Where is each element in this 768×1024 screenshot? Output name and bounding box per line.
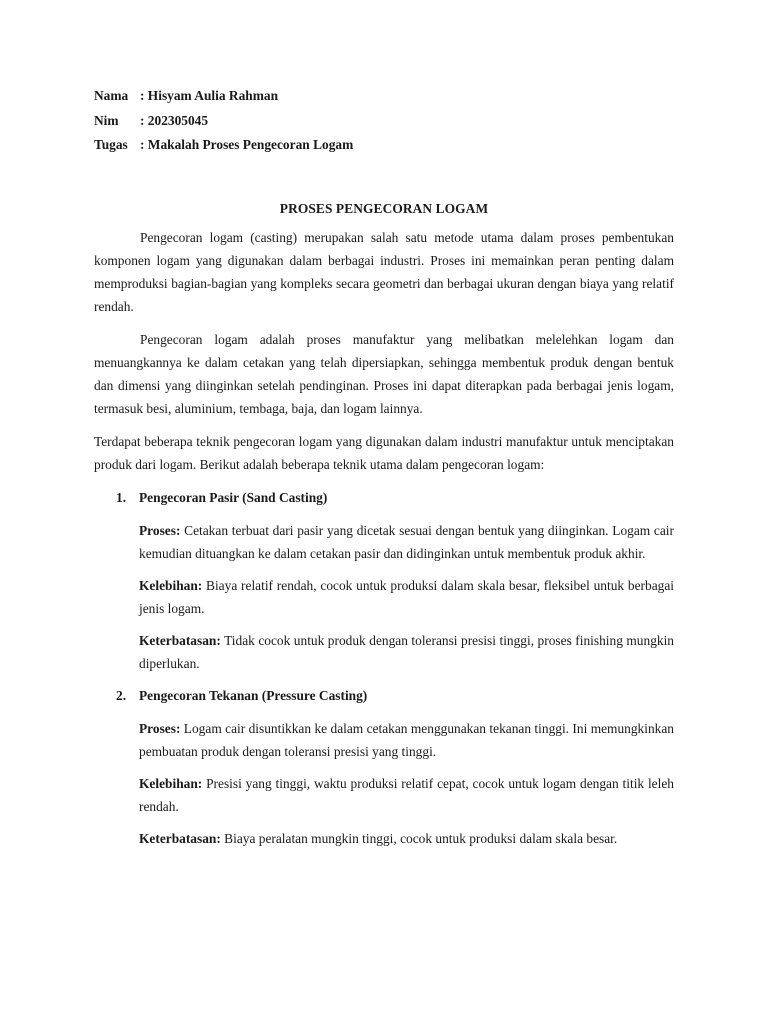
technique-heading xyxy=(94,486,674,510)
paragraph-techniques-intro: Terdapat beberapa teknik pengecoran logam yang digunakan dalam industri manufaktur untuk menciptakan produk dari logam. Berikut adalah beberapa teknik utama dalam pengecoran logam: xyxy=(94,433,674,472)
nama-value: : Hisyam Aulia Rahman xyxy=(140,88,279,103)
technique-proses xyxy=(139,519,674,565)
technique-keterbatasan xyxy=(139,827,674,850)
identity-block xyxy=(94,84,674,158)
kelebihan-label: Kelebihan: xyxy=(139,577,203,593)
technique-heading xyxy=(94,684,674,708)
nim-value: : 202305045 xyxy=(140,112,209,128)
technique-number: 1. xyxy=(116,489,127,505)
proses-label: Proses: xyxy=(139,522,181,538)
technique-name: Pengecoran Tekanan (Pressure Casting) xyxy=(139,687,368,703)
technique-number: 2. xyxy=(116,687,127,703)
technique-proses xyxy=(139,717,674,763)
tugas-value: : Makalah Proses Pengecoran Logam xyxy=(140,137,354,152)
nim-label: Nim xyxy=(94,112,119,128)
kelebihan-text: Biaya relatif rendah, cocok untuk produksi dalam skala besar, fleksibel untuk berbagai jenis logam. xyxy=(139,577,674,616)
proses-text: Cetakan terbuat dari pasir yang dicetak sesuai dengan bentuk yang diinginkan. Logam cair kemudian dituangkan ke dalam cetakan pasir dan didinginkan untuk membentuk produk akhir. xyxy=(139,522,674,561)
document-title: PROSES PENGECORAN LOGAM xyxy=(279,200,489,216)
keterbatasan-text: Biaya peralatan mungkin tinggi, cocok untuk produksi dalam skala besar. xyxy=(220,830,618,846)
proses-label: Proses: xyxy=(139,720,181,736)
identity-row-nama xyxy=(94,84,674,109)
proses-text: Logam cair disuntikkan ke dalam cetakan menggunakan tekanan tinggi. Ini memungkinkan pembuatan produk dengan toleransi presisi yang tinggi. xyxy=(139,720,674,759)
tugas-label: Tugas xyxy=(94,137,128,152)
kelebihan-label: Kelebihan: xyxy=(139,775,203,791)
paragraph-intro: Pengecoran logam (casting) merupakan salah satu metode utama dalam proses pembentukan komponen logam yang digunakan dalam berbagai industri. Proses ini memainkan peran penting dalam memproduksi bagian-bagian yang kompleks secara geometri dan berbagai ukuran dengan biaya yang relatif rendah. xyxy=(94,229,674,314)
identity-row-tugas xyxy=(94,133,674,158)
document-page xyxy=(94,84,674,850)
keterbatasan-label: Keterbatasan: xyxy=(139,632,221,648)
keterbatasan-text: Tidak cocok untuk produk dengan toleransi presisi tinggi, proses finishing mungkin diperlukan. xyxy=(139,632,674,671)
paragraph-definition: Pengecoran logam adalah proses manufaktur yang melibatkan melelehkan logam dan menuangkannya ke dalam cetakan yang telah dipersiapkan, sehingga membentuk produk dengan bentuk dan dimensi yang diinginkan setelah pendinginan. Proses ini dapat diterapkan pada berbagai jenis logam, termasuk besi, aluminium, tembaga, baja, dan logam lainnya. xyxy=(94,331,674,416)
nama-label: Nama xyxy=(94,88,129,103)
technique-kelebihan xyxy=(139,574,674,620)
keterbatasan-label: Keterbatasan: xyxy=(139,830,221,846)
kelebihan-text: Presisi yang tinggi, waktu produksi relatif cepat, cocok untuk logam dengan titik leleh rendah. xyxy=(139,775,674,814)
technique-kelebihan xyxy=(139,772,674,818)
technique-name: Pengecoran Pasir (Sand Casting) xyxy=(139,489,328,505)
technique-keterbatasan xyxy=(139,629,674,675)
identity-row-nim xyxy=(94,109,674,134)
techniques-list xyxy=(94,486,674,850)
